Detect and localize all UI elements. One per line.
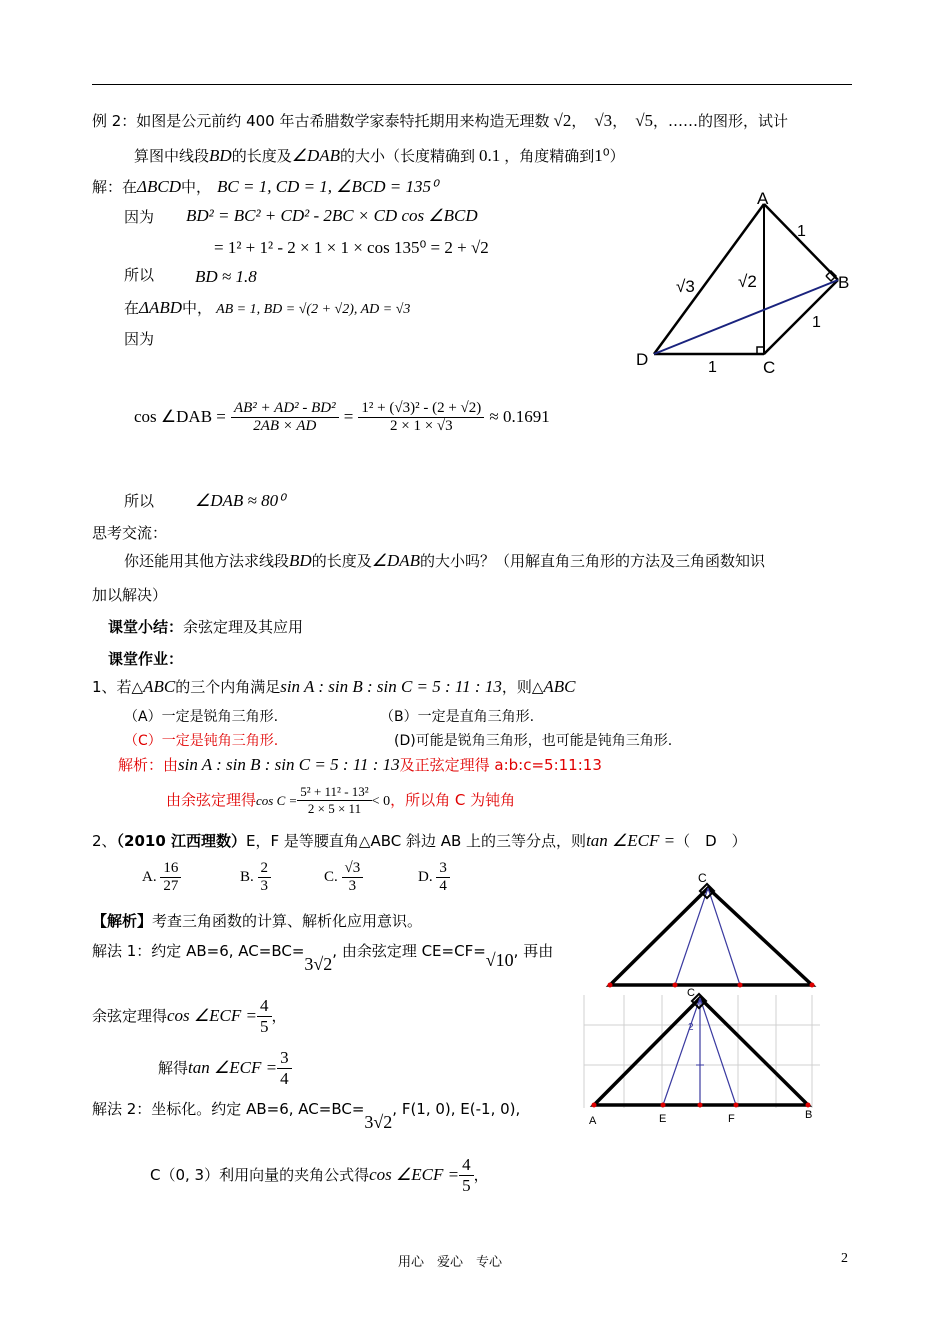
text: 由余弦定理得 bbox=[166, 791, 257, 809]
denominator: 2 × 5 × 11 bbox=[307, 801, 362, 816]
q1-option-d: (D)可能是锐角三角形，也可能是钝角三角形. bbox=[394, 733, 673, 749]
given-values: BC = 1, CD = 1, ∠BCD = 135⁰ bbox=[217, 177, 438, 196]
edge-bc bbox=[764, 280, 838, 354]
vertex-b-label: B bbox=[838, 273, 850, 292]
q2-method2-line1 bbox=[92, 1098, 521, 1132]
text: 算图中线段 bbox=[134, 147, 210, 165]
q2-option-c bbox=[324, 860, 363, 895]
root5: √5 bbox=[635, 111, 654, 130]
lower-c-label: C bbox=[687, 987, 695, 999]
opt-label: B. bbox=[240, 868, 254, 885]
example2-line1: 例 2：如图是公元前约 400 年古希腊数学家泰特托期用来构造无理数 √2， √3， √5，……的图形，试计 bbox=[92, 111, 789, 130]
numerator: 3 bbox=[436, 860, 450, 878]
because-label-2: 因为 bbox=[124, 330, 155, 348]
cos-ecf: cos ∠ECF = bbox=[167, 1006, 257, 1025]
vertex-a-label: A bbox=[757, 189, 769, 208]
text: 的大小（长度精确到 bbox=[340, 147, 476, 165]
so-label-2: 所以 bbox=[124, 492, 155, 510]
law-substitution: = 1² + 1² - 2 × 1 × 1 × cos 135⁰ = 2 + √2 bbox=[214, 238, 489, 257]
q2-method1-line2 bbox=[92, 996, 287, 1037]
text: ，则△ bbox=[501, 678, 544, 696]
opt-label: A. bbox=[142, 868, 157, 885]
denominator: 4 bbox=[280, 1069, 289, 1088]
text: , F(1, 0), E(-1, 0), bbox=[392, 1100, 521, 1118]
numerator: AB² + AD² - BD² bbox=[231, 400, 339, 418]
numerator: 5² + 11² - 13² bbox=[297, 784, 371, 801]
point bbox=[738, 983, 743, 988]
text: 及正弦定理得 a:b:c=5:11:13 bbox=[399, 756, 602, 774]
q1-analysis-1 bbox=[118, 754, 602, 775]
cos-fraction bbox=[459, 1155, 474, 1196]
cos-c-lhs: cos C = bbox=[256, 793, 298, 808]
text: 的大小吗？（用解直角三角形的方法及三角函数知识 bbox=[420, 552, 766, 570]
point bbox=[673, 983, 678, 988]
tan-ecf: tan ∠ECF = bbox=[188, 1058, 278, 1077]
text: 解得 bbox=[158, 1059, 189, 1077]
example2-text-end: ，……的图形，试计 bbox=[653, 112, 789, 130]
upper-triangle bbox=[610, 888, 812, 985]
text: 你还能用其他方法求线段 bbox=[124, 552, 290, 570]
text: ） bbox=[609, 147, 625, 165]
root2: √2 bbox=[553, 111, 572, 130]
numerator: 1² + (√3)² - (2 + √2) bbox=[358, 400, 484, 418]
summary-line bbox=[108, 616, 303, 637]
segment-bd: BD bbox=[209, 146, 232, 165]
lower-e-label: E bbox=[659, 1113, 667, 1125]
text: 中， bbox=[182, 299, 213, 317]
lower-ce bbox=[663, 998, 700, 1105]
numerator: √3 bbox=[342, 860, 364, 878]
numerator: 3 bbox=[277, 1048, 292, 1069]
bd-value: BD ≈ 1.8 bbox=[195, 267, 257, 286]
text: ， bbox=[271, 1007, 287, 1025]
figure-quadrilateral bbox=[620, 185, 860, 385]
q2-option-a bbox=[142, 860, 181, 895]
cos-fraction bbox=[257, 996, 272, 1037]
text: 1、若△ bbox=[92, 678, 144, 696]
opt-fraction bbox=[436, 860, 450, 895]
cos-fraction-2 bbox=[358, 400, 484, 435]
numerator: 16 bbox=[160, 860, 181, 878]
opt-label: D. bbox=[418, 868, 433, 885]
precision-degree: 1⁰ bbox=[594, 146, 610, 165]
cos-dab-formula: cos ∠DAB = $\frac{\text{AB² + AD² - BD²}}{2AB \times AD}$ = $\frac{\text{1² + (√3)² - (2 + √2)}}{2 \times 1 \times √3}$ ≈ 0.1691 bbox=[134, 400, 550, 434]
segment-bd: BD bbox=[289, 551, 312, 570]
point bbox=[734, 1103, 739, 1108]
q1-option-a: （A）一定是锐角三角形. bbox=[124, 709, 279, 725]
text: 解法 1：约定 AB=6, AC=BC= bbox=[92, 942, 305, 960]
value-root10: √10 bbox=[485, 950, 514, 970]
q1-stem bbox=[92, 676, 576, 697]
tan-ecf: tan ∠ECF = bbox=[586, 831, 676, 850]
q2-option-d bbox=[418, 860, 450, 895]
denominator: 2 × 1 × √3 bbox=[390, 418, 453, 434]
opt-label: C. bbox=[324, 868, 338, 885]
text: 中， bbox=[181, 178, 212, 196]
point bbox=[698, 1103, 703, 1108]
cos-dab-lhs: cos ∠DAB = bbox=[134, 407, 226, 426]
denominator: 3 bbox=[260, 878, 269, 894]
upper-c-label: C bbox=[698, 871, 707, 885]
example2-text: 例 2：如图是公元前约 400 年古希腊数学家泰特托期用来构造无理数 bbox=[92, 112, 550, 130]
numerator: 2 bbox=[258, 860, 272, 878]
triangle-abd: ΔABD bbox=[139, 298, 183, 317]
triangle-abc: ABC bbox=[143, 677, 176, 696]
text: , 再由 bbox=[513, 942, 554, 960]
lower-f-label: F bbox=[728, 1113, 735, 1125]
text: 的长度及 bbox=[311, 552, 372, 570]
denominator: 4 bbox=[439, 878, 447, 894]
q2-answer: （ D ） bbox=[675, 832, 747, 850]
edge-ab bbox=[764, 204, 838, 280]
cos-c-fraction bbox=[297, 784, 371, 817]
q2-number: 2、 bbox=[92, 832, 117, 850]
text: 解法 2：坐标化。约定 AB=6, AC=BC= bbox=[92, 1100, 365, 1118]
solution-label: 解：在 bbox=[92, 178, 138, 196]
q1-option-b: （B）一定是直角三角形. bbox=[380, 709, 535, 725]
vertex-d-label: D bbox=[636, 350, 649, 369]
jiexi-text: 考查三角函数的计算、解析化应用意识。 bbox=[152, 912, 423, 930]
tan-fraction bbox=[277, 1048, 292, 1089]
side-ab-label: 1 bbox=[797, 223, 806, 240]
text: 的长度及 bbox=[231, 147, 292, 165]
cos-fraction-1 bbox=[231, 400, 339, 435]
denominator: 3 bbox=[348, 878, 357, 894]
sine-ratio: sin A : sin B : sin C = 5 : 11 : 13 bbox=[280, 677, 502, 696]
grid bbox=[584, 995, 820, 1108]
side-ac-label: √2 bbox=[738, 272, 757, 291]
side-ad-label: √3 bbox=[676, 277, 695, 296]
point bbox=[592, 1103, 597, 1108]
denominator: 27 bbox=[163, 878, 179, 894]
jiexi-label: 【解析】 bbox=[92, 912, 153, 930]
q2-method2-line2 bbox=[150, 1155, 489, 1196]
opt-fraction bbox=[258, 860, 272, 895]
less-than-zero: < 0 bbox=[371, 794, 391, 809]
root3: √3 bbox=[594, 111, 613, 130]
denominator: 5 bbox=[462, 1176, 471, 1195]
cos-value: ≈ 0.1691 bbox=[489, 407, 550, 426]
triangle-abc: ABC bbox=[543, 677, 576, 696]
page-number: 2 bbox=[841, 1251, 848, 1266]
header-rule bbox=[92, 84, 852, 85]
q1-option-c: （C）一定是钝角三角形. bbox=[124, 733, 279, 749]
value-3root2: 3√2 bbox=[304, 954, 333, 974]
q2-method1-line3 bbox=[158, 1048, 292, 1089]
text: ，角度精确到 bbox=[504, 147, 595, 165]
lower-b-label: B bbox=[805, 1109, 813, 1121]
think-title: 思考交流： bbox=[92, 524, 168, 542]
solution-abd-line bbox=[124, 297, 410, 318]
given-values-abd: AB = 1, BD = √(2 + √2), AD = √3 bbox=[216, 302, 411, 317]
think-question bbox=[124, 550, 765, 571]
summary-label: 课堂小结： bbox=[108, 618, 184, 636]
denominator: 2AB × AD bbox=[253, 418, 317, 434]
q2-jiexi bbox=[92, 910, 422, 931]
angle-value: ∠DAB ≈ 80⁰ bbox=[195, 491, 285, 510]
q2-stem bbox=[92, 830, 747, 851]
think-question-end: 加以解决） bbox=[92, 586, 168, 604]
angle-dab: ∠DAB bbox=[371, 551, 420, 570]
homework-label: 课堂作业： bbox=[108, 650, 184, 668]
point bbox=[806, 1103, 811, 1108]
analysis-label: 解析：由 bbox=[118, 756, 179, 774]
numerator: 4 bbox=[459, 1155, 474, 1176]
side-cd-label: 1 bbox=[708, 359, 717, 376]
q2-option-b bbox=[240, 860, 271, 895]
cos-ecf: cos ∠ECF = bbox=[369, 1165, 460, 1184]
point bbox=[608, 983, 613, 988]
text: C（0, 3）利用向量的夹角公式得 bbox=[150, 1166, 370, 1184]
precision-length: 0.1 bbox=[479, 146, 501, 165]
text: 在 bbox=[124, 299, 140, 317]
triangle-bcd: ΔBCD bbox=[137, 177, 181, 196]
example2-line2 bbox=[134, 145, 625, 166]
point bbox=[810, 983, 815, 988]
q2-source: （2010 江西理数） bbox=[116, 832, 247, 850]
law-of-cosines: BD² = BC² + CD² - 2BC × CD cos ∠BCD bbox=[186, 206, 478, 225]
q2-method1-line1 bbox=[92, 940, 554, 974]
value-3root2: 3√2 bbox=[364, 1112, 393, 1132]
text: ，所以角 C 为钝角 bbox=[390, 791, 516, 809]
numerator: 4 bbox=[257, 996, 272, 1017]
text: 余弦定理得 bbox=[92, 1007, 168, 1025]
text: ， bbox=[473, 1166, 489, 1184]
axis-label-2: 2 bbox=[688, 1022, 694, 1033]
solution-line1 bbox=[92, 176, 438, 197]
denominator: 5 bbox=[260, 1017, 269, 1036]
text: E，F 是等腰直角△ABC 斜边 AB 上的三等分点，则 bbox=[246, 832, 587, 850]
text: 的三个内角满足 bbox=[175, 678, 281, 696]
sine-ratio: sin A : sin B : sin C = 5 : 11 : 13 bbox=[178, 755, 400, 774]
text: , 由余弦定理 CE=CF= bbox=[332, 942, 486, 960]
summary-text: 余弦定理及其应用 bbox=[183, 618, 304, 636]
angle-dab: ∠DAB bbox=[291, 146, 340, 165]
q1-analysis-2 bbox=[166, 784, 515, 817]
vertex-c-label: C bbox=[763, 358, 776, 377]
opt-fraction bbox=[160, 860, 181, 895]
figure-isosceles-triangles bbox=[580, 870, 830, 1130]
lower-a-label: A bbox=[589, 1115, 597, 1127]
footer-motto: 用心 爱心 专心 bbox=[398, 1255, 503, 1270]
point bbox=[661, 1103, 666, 1108]
because-label: 因为 bbox=[124, 208, 155, 226]
so-label: 所以 bbox=[124, 266, 155, 284]
opt-fraction bbox=[342, 860, 364, 895]
side-bc-label: 1 bbox=[812, 314, 821, 331]
